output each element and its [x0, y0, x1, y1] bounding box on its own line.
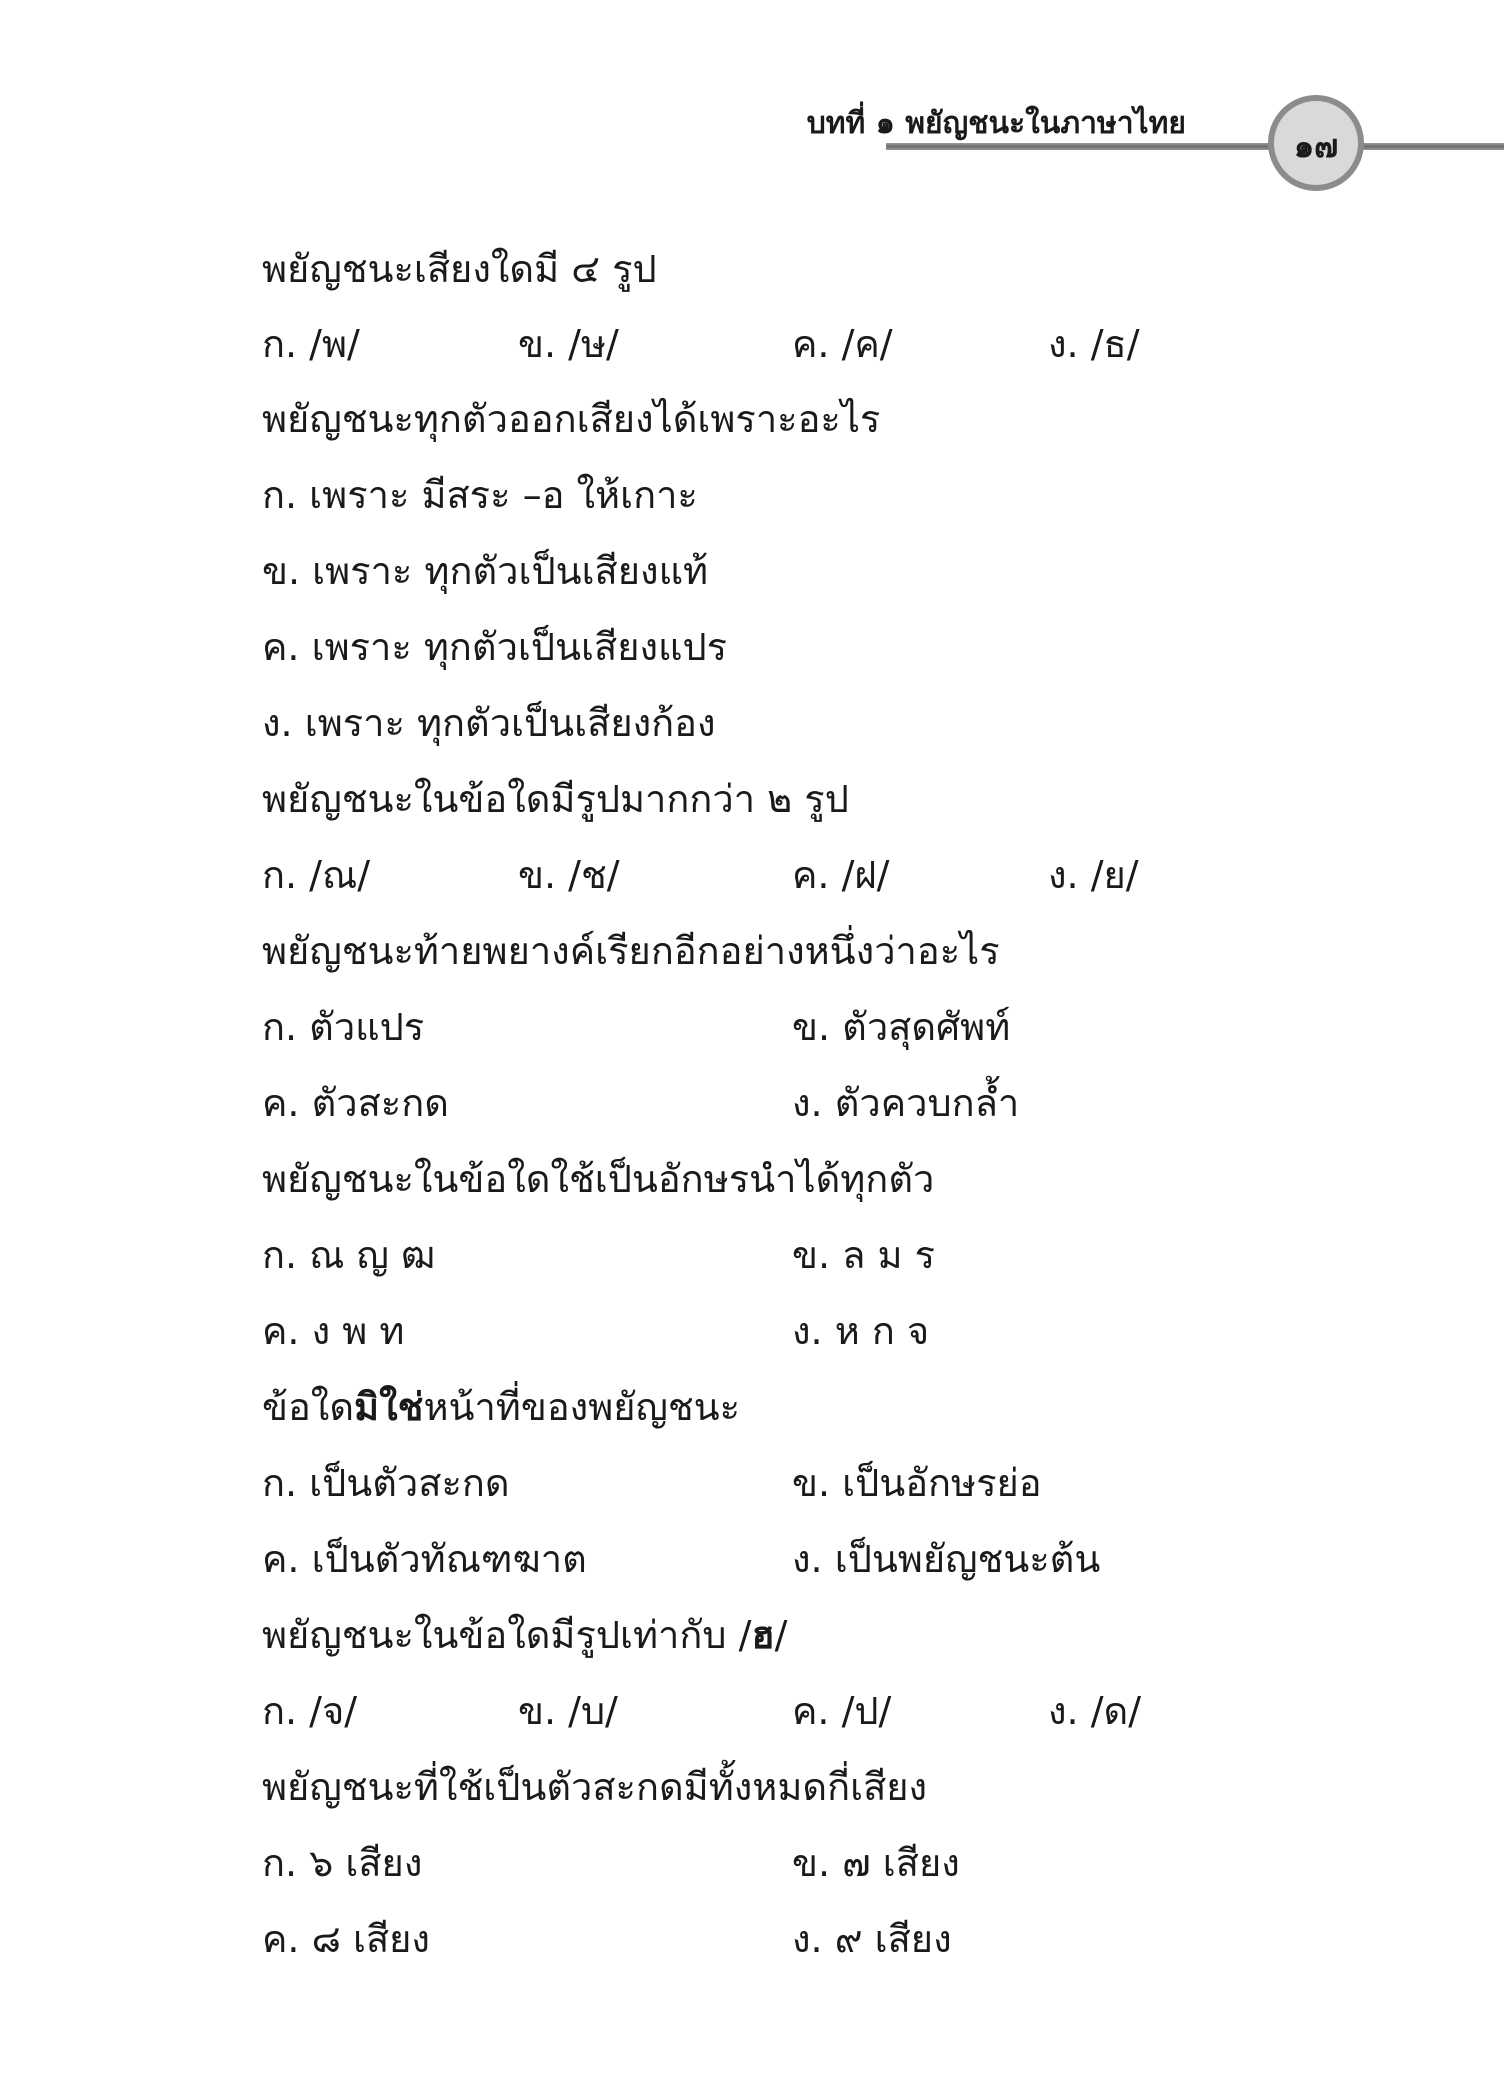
option-d: ง. ห ก จ: [792, 1309, 930, 1353]
option-c: ค. /ป/: [792, 1689, 892, 1733]
option-d: ง. /ด/: [1048, 1689, 1141, 1733]
option-b: ข. ล ม ร: [792, 1233, 936, 1277]
option-d: ง. ตัวควบกล้ำ: [792, 1081, 1020, 1125]
question-text: พยัญชนะในข้อใดมีรูปมากกว่า ๒ รูป: [262, 777, 849, 821]
option-c: ค. /ค/: [792, 322, 893, 366]
option-c: ค. /ฝ/: [792, 853, 890, 897]
option-a: ก. เป็นตัวสะกด: [262, 1461, 510, 1505]
option-a: ก. /จ/: [262, 1689, 358, 1733]
question-text: พยัญชนะทุกตัวออกเสียงได้เพราะอะไร: [262, 397, 881, 441]
question-text: พยัญชนะเสียงใดมี ๔ รูป: [262, 247, 657, 291]
option-d: ง. /ธ/: [1048, 322, 1140, 366]
option-a: ก. ณ ญ ฒ: [262, 1233, 436, 1277]
question-text-emphasis: ฮ: [751, 1613, 775, 1657]
question-text: พยัญชนะในข้อใดใช้เป็นอักษรนำได้ทุกตัว: [262, 1157, 935, 1201]
question-text: พยัญชนะท้ายพยางค์เรียกอีกอย่างหนึ่งว่าอะไร: [262, 929, 1000, 973]
option-d: ง. เป็นพยัญชนะต้น: [792, 1537, 1101, 1581]
question-text: [262, 1613, 788, 1657]
chapter-title: บทที่ ๑ พยัญชนะในภาษาไทย: [806, 106, 1186, 141]
question-text-emphasis: มิใช่: [354, 1385, 424, 1429]
option-d: ง. เพราะ ทุกตัวเป็นเสียงก้อง: [262, 701, 716, 745]
option-b: ข. ๗ เสียง: [792, 1841, 960, 1885]
option-c: ค. ตัวสะกด: [262, 1081, 449, 1125]
question-text-start: ข้อใด: [262, 1385, 355, 1429]
question-text-start: พยัญชนะในข้อใดมีรูปเท่ากับ /: [262, 1613, 752, 1657]
option-c: ค. ๘ เสียง: [262, 1917, 430, 1961]
header-rule: [886, 143, 1504, 150]
option-d: ง. ๙ เสียง: [792, 1917, 952, 1961]
page-header: [0, 0, 1504, 200]
option-b: ข. /ช/: [518, 853, 620, 897]
option-a: ก. /ณ/: [262, 853, 371, 897]
option-a: ก. ตัวแปร: [262, 1005, 425, 1049]
option-b: ข. /ษ/: [518, 322, 619, 366]
page-number-badge: [1268, 95, 1364, 191]
option-a: ก. ๖ เสียง: [262, 1841, 423, 1885]
option-b: ข. /บ/: [518, 1689, 618, 1733]
option-a: ก. /พ/: [262, 322, 360, 366]
option-d: ง. /ย/: [1048, 853, 1139, 897]
option-b: ข. เพราะ ทุกตัวเป็นเสียงแท้: [262, 549, 709, 593]
page-number: ๑๗: [1293, 126, 1339, 165]
option-c: ค. เพราะ ทุกตัวเป็นเสียงแปร: [262, 625, 728, 669]
question-text-end: หน้าที่ของพยัญชนะ: [423, 1385, 741, 1429]
option-a: ก. เพราะ มีสระ –อ ให้เกาะ: [262, 473, 698, 517]
option-b: ข. เป็นอักษรย่อ: [792, 1461, 1042, 1505]
question-text: [262, 1385, 741, 1429]
option-c: ค. ง พ ท: [262, 1309, 405, 1353]
option-b: ข. ตัวสุดศัพท์: [792, 1005, 1011, 1049]
question-text: พยัญชนะที่ใช้เป็นตัวสะกดมีทั้งหมดกี่เสียง: [262, 1765, 928, 1809]
option-c: ค. เป็นตัวทัณฑฆาต: [262, 1537, 587, 1581]
question-text-end: /: [774, 1613, 788, 1657]
